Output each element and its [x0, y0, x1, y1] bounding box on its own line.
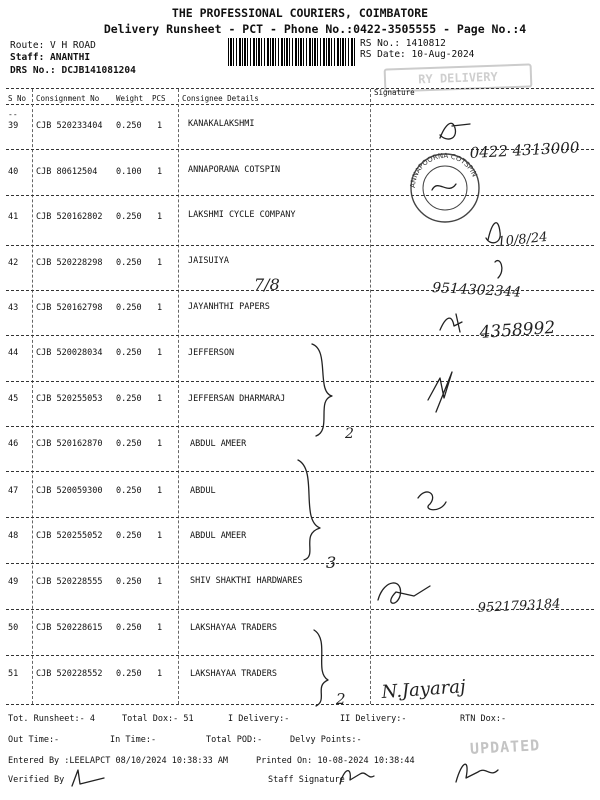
col-consignment: Consignment No [36, 94, 100, 103]
row-weight: 0.250 [116, 623, 142, 633]
row-consignee: KANAKALAKSHMI [188, 119, 255, 129]
row-sno: 42 [8, 258, 19, 268]
row-weight: 0.250 [116, 348, 142, 358]
i-delivery: I Delivery:- [228, 714, 290, 724]
verified-by: Verified By [8, 775, 65, 785]
in-time: In Time:- [110, 735, 157, 745]
brace-mark [314, 630, 328, 706]
handwritten-phone: 0422 4313000 [469, 138, 580, 162]
row-consignee: ANNAPORANA COTSPIN [188, 165, 281, 175]
route-label: Route: V H ROAD [10, 40, 96, 51]
row-consignee: JEFFERSAN DHARMARAJ [188, 394, 286, 404]
row-weight: 0.250 [116, 531, 142, 541]
updated-stamp: UPDATED [469, 736, 541, 758]
company-stamp [409, 152, 479, 222]
row-weight: 0.250 [116, 577, 142, 587]
handwritten-phone: 9521793184 [477, 596, 561, 616]
brace-count: 2 [345, 426, 354, 442]
row-sno: 48 [8, 531, 19, 541]
col-sno: S No [8, 94, 27, 103]
row-consignee: ABDUL [190, 486, 216, 496]
row-weight: 0.250 [116, 486, 142, 496]
row-sno: 44 [8, 348, 19, 358]
ii-delivery: II Delivery:- [340, 714, 407, 724]
row-pcs: 1 [157, 258, 163, 268]
row-pcs: 1 [157, 577, 163, 587]
row-pcs: 1 [157, 121, 163, 131]
row-consignment: CJB 520228552 [36, 669, 103, 679]
printed-on: Printed On: 10-08-2024 10:38:44 [256, 756, 415, 766]
row-sno: 51 [8, 669, 19, 679]
row-consignee: JAYANHTHI PAPERS [188, 302, 270, 312]
row-pcs: 1 [157, 212, 163, 222]
handwritten-phone: 9514302344 [431, 280, 522, 301]
row-sno: 49 [8, 577, 19, 587]
row-sno: 47 [8, 486, 19, 496]
signature-scribble [440, 314, 462, 332]
row-consignee: SHIV SHAKTHI HARDWARES [190, 576, 303, 586]
brace-mark [312, 344, 332, 436]
row-consignment: CJB 520228615 [36, 623, 103, 633]
row-consignment: CJB 520162870 [36, 439, 103, 449]
rs-number: RS No.: 1410812 [360, 38, 446, 49]
out-time: Out Time:- [8, 735, 60, 745]
row-consignee: LAKSHAYAA TRADERS [190, 669, 277, 679]
staff-signature-scribble [340, 771, 374, 784]
row-weight: 0.250 [116, 439, 142, 449]
row-sno: 40 [8, 167, 19, 177]
signature-scribble [428, 372, 452, 412]
row-consignee: LAKSHMI CYCLE COMPANY [188, 210, 296, 220]
row-pcs: 1 [157, 348, 163, 358]
staff-signature: Staff Signature [268, 775, 345, 785]
total-pod: Total POD:- [206, 735, 263, 745]
signature-scribble [440, 123, 470, 139]
row-consignee: JEFFERSON [188, 348, 235, 358]
row-weight: 0.250 [116, 394, 142, 404]
col-pcs: PCS [152, 94, 166, 103]
rs-date: RS Date: 10-Aug-2024 [360, 49, 475, 60]
brace-count: 3 [326, 553, 337, 572]
row-sno: 46 [8, 439, 19, 449]
handwritten-phone: 4358992 [478, 317, 556, 343]
row-pcs: 1 [157, 669, 163, 679]
row-pcs: 1 [157, 623, 163, 633]
row-consignment: CJB 520059300 [36, 486, 103, 496]
total-dox: Total Dox:- 51 [122, 714, 194, 724]
row-sno: 45 [8, 394, 19, 404]
row-pcs: 1 [157, 394, 163, 404]
row-consignment: CJB 80612504 [36, 167, 98, 177]
row-weight: 0.100 [116, 167, 142, 177]
row-weight: 0.250 [116, 303, 142, 313]
handwritten-date: 10/8/24 [496, 229, 549, 250]
verifier-signature [72, 770, 104, 786]
row-weight: 0.250 [116, 212, 142, 222]
signature-scribble [378, 583, 430, 603]
handwritten-note: 7/8 [254, 275, 280, 294]
row-consignment: CJB 520162798 [36, 303, 103, 313]
row-pcs: 1 [157, 167, 163, 177]
col-signature: Signature [374, 88, 415, 97]
entered-by: Entered By :LEELAPCT 08/10/2024 10:38:33 AM [8, 756, 229, 766]
signature-scribble [495, 261, 502, 278]
updated-signature [456, 764, 498, 782]
brace-mark [298, 460, 320, 560]
row-consignment: CJB 520255052 [36, 531, 103, 541]
row-pcs: 1 [157, 486, 163, 496]
row-consignment: CJB 520228298 [36, 258, 103, 268]
drs-number: DRS No.: DCJB141081204 [10, 65, 136, 76]
row-consignment: CJB 520028034 [36, 348, 103, 358]
row-consignee: JAISUIYA [188, 256, 229, 266]
row-pcs: 1 [157, 303, 163, 313]
row-sno: 39 [8, 121, 19, 131]
staff-label: Staff: ANANTHI [10, 52, 91, 63]
rtn-dox: RTN Dox:- [460, 714, 507, 724]
header-dashes: -- [8, 110, 18, 119]
row-consignee: ABDUL AMEER [190, 531, 247, 541]
row-weight: 0.250 [116, 669, 142, 679]
row-weight: 0.250 [116, 121, 142, 131]
col-weight: Weight [116, 94, 144, 103]
row-sno: 43 [8, 303, 19, 313]
delivery-stamp: RY DELIVERY [384, 63, 533, 92]
tot-runsheet: Tot. Runsheet:- 4 [8, 714, 95, 724]
row-sno: 41 [8, 212, 19, 222]
runsheet-subtitle: Delivery Runsheet - PCT - Phone No.:0422-3505555 - Page No.:4 [103, 22, 527, 36]
row-weight: 0.250 [116, 258, 142, 268]
signature-scribble [418, 492, 446, 510]
row-consignee: ABDUL AMEER [190, 439, 247, 449]
row-sno: 50 [8, 623, 19, 633]
row-consignment: CJB 520233404 [36, 121, 103, 131]
handwritten-name: N.Jayaraj [380, 676, 467, 703]
row-consignee: LAKSHAYAA TRADERS [190, 623, 277, 633]
row-consignment: CJB 520228555 [36, 577, 103, 587]
delvy-points: Delvy Points:- [290, 735, 362, 745]
row-consignment: CJB 520255053 [36, 394, 103, 404]
svg-text:ANNAPOORNA COTSPIN: ANNAPOORNA COTSPIN [408, 151, 479, 189]
brace-count: 2 [336, 690, 346, 708]
row-pcs: 1 [157, 439, 163, 449]
col-consignee: Consignee Details [182, 94, 259, 103]
row-consignment: CJB 520162802 [36, 212, 103, 222]
row-pcs: 1 [157, 531, 163, 541]
company-title: THE PROFESSIONAL COURIERS, COIMBATORE [171, 6, 429, 20]
